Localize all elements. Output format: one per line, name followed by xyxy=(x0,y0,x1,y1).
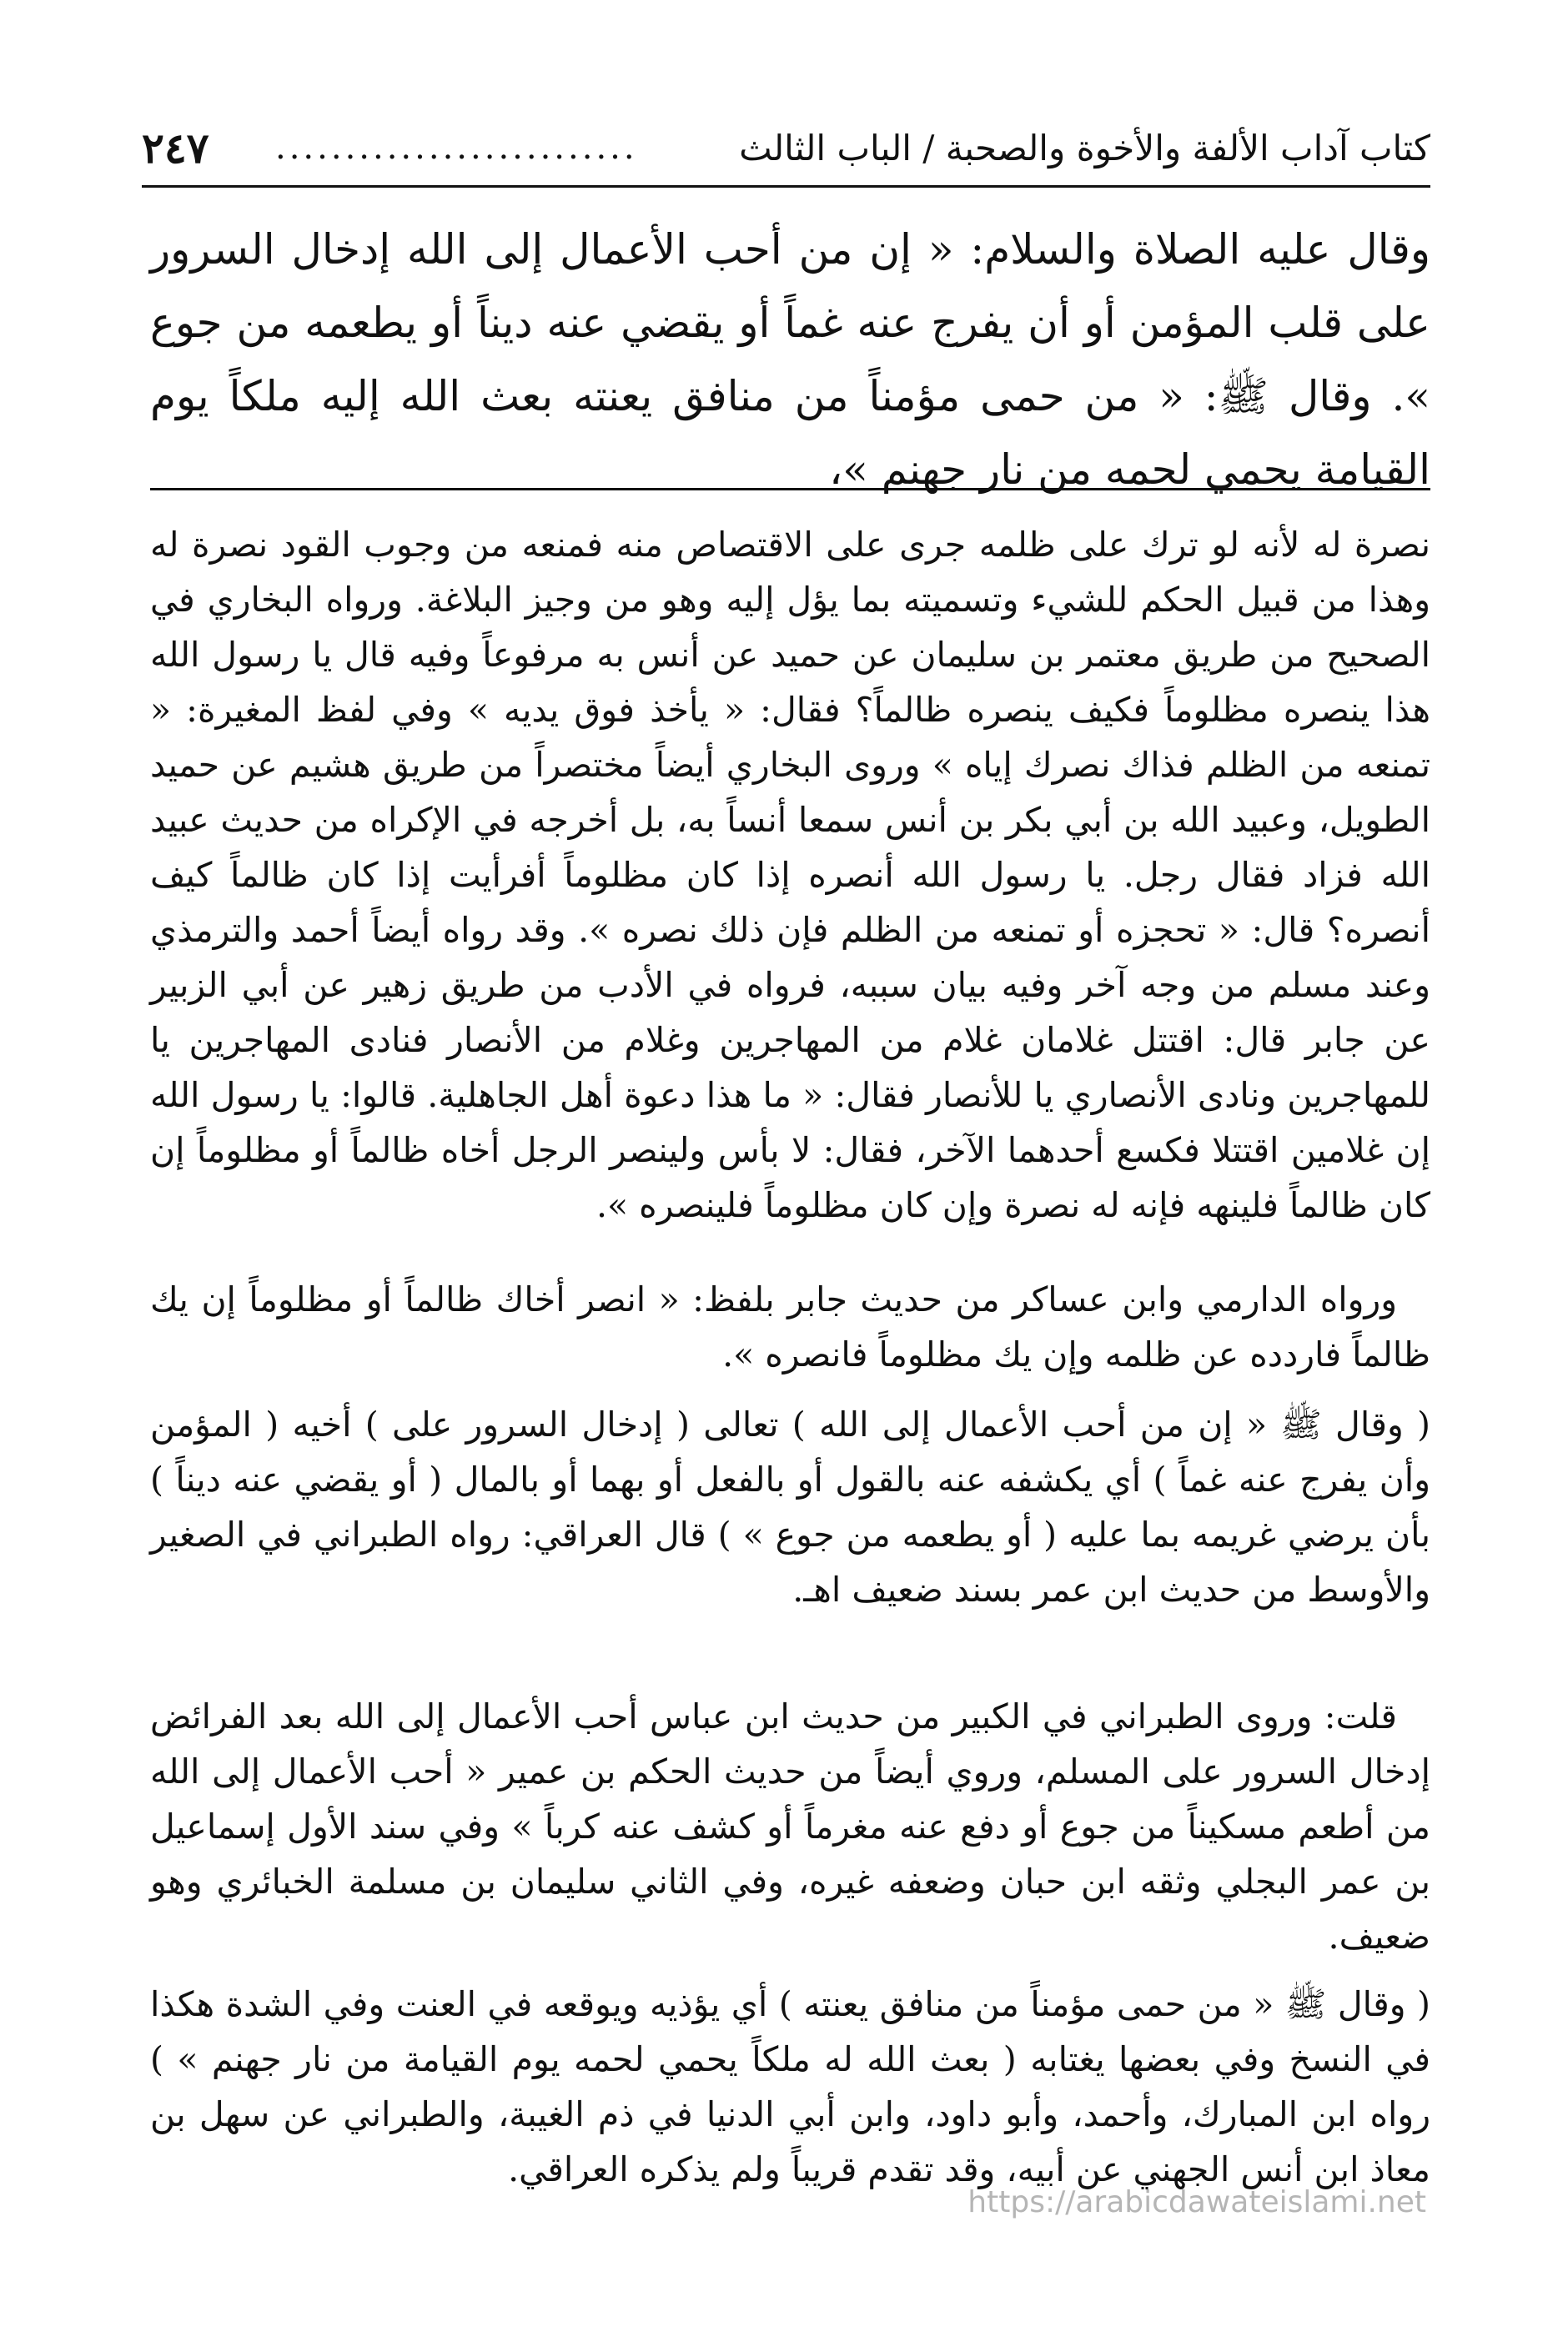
main-text: وقال عليه الصلاة والسلام: « إن من أحب الأعمال إلى الله إدخال السرور على قلب المؤمن أو أن يفرج عنه غماً أو يقضي عنه ديناً أو يطعمه من جوع ». وقال ﷺ: « من حمى مؤمناً من منافق يعنته بعث الله إليه ملكاً يوم القيامة يحمي لحمه من نار جهنم »، xyxy=(150,225,1430,494)
header-leader-dots: .......................... xyxy=(275,128,638,167)
commentary-paragraph-1 xyxy=(150,517,1430,1233)
commentary-paragraph-5 xyxy=(150,1977,1430,2197)
commentary-paragraph-4 xyxy=(150,1689,1430,1964)
running-header xyxy=(142,110,1430,188)
commentary-text: ( وقال ﷺ « إن من أحب الأعمال إلى الله ) تعالى ( إدخال السرور على ) أخيه ( المؤمن وأن يفرج عنه غماً ) أي يكشفه عنه بالقول أو بالفعل أو بهما أو بالمال ( أو يقضي عنه ديناً ) بأن يرضي غريمه بما عليه ( أو يطعمه من جوع » ) قال العراقي: رواه الطبراني في الصغير والأوسط من حديث ابن عمر بسند ضعيف اهـ. xyxy=(150,1405,1430,1610)
chapter-title: كتاب آداب الألفة والأخوة والصحبة / الباب الثالث xyxy=(739,127,1430,168)
watermark-url: https://arabicdawateislami.net xyxy=(967,2185,1426,2219)
commentary-paragraph-3 xyxy=(150,1397,1430,1617)
commentary-text: قلت: وروى الطبراني في الكبير من حديث ابن عباس أحب الأعمال إلى الله بعد الفرائض إدخال السرور على المسلم، وروي أيضاً من حديث الحكم بن عمير « أحب الأعمال إلى الله من أطعم مسكيناً من جوع أو دفع عنه مغرماً أو كشف عنه كرباً » وفي سند الأول إسماعيل بن عمر البجلي وثقه ابن حبان وضعفه غيره، وفي الثاني سليمان بن مسلمة الخبائري وهو ضعيف. xyxy=(150,1696,1430,1957)
page-number: ٢٤٧ xyxy=(142,123,209,173)
commentary-text: ورواه الدارمي وابن عساكر من حديث جابر بلفظ: « انصر أخاك ظالماً أو مظلوماً إن يك ظالماً فاردده عن ظلمه وإن يك مظلوماً فانصره ». xyxy=(150,1279,1430,1375)
commentary-text: ( وقال ﷺ « من حمى مؤمناً من منافق يعنته ) أي يؤذيه ويوقعه في العنت وفي الشدة هكذا في النسخ وفي بعضها يغتابه ( بعث الله له ملكاً يحمي لحمه يوم القيامة من نار جهنم » ) رواه ابن المبارك، وأحمد، وأبو داود، وابن أبي الدنيا في ذم الغيبة، والطبراني عن سهل بن معاذ ابن أنس الجهني عن أبيه، وقد تقدم قريباً ولم يذكره العراقي. xyxy=(150,1984,1430,2189)
commentary-paragraph-2 xyxy=(150,1272,1430,1382)
separator-rule xyxy=(150,488,1430,490)
commentary-text: نصرة له لأنه لو ترك على ظلمه جرى على الاقتصاص منه فمنعه من وجوب القود نصرة له وهذا من قبيل الحكم للشيء وتسميته بما يؤل إليه وهو من وجيز البلاغة. ورواه البخاري في الصحيح من طريق معتمر بن سليمان عن حميد عن أنس به مرفوعاً وفيه قال يا رسول الله هذا ينصره مظلوماً فكيف ينصره ظالماً؟ فقال: « يأخذ فوق يديه » وفي لفظ المغيرة: « تمنعه من الظلم فذاك نصرك إياه » وروى البخاري أيضاً مختصراً من طريق هشيم عن حميد الطويل، وعبيد الله بن أبي بكر بن أنس سمعا أنساً به، بل أخرجه في الإكراه من حديث عبيد الله فزاد فقال رجل. يا رسول الله أنصره إذا كان مظلوماً أفرأيت إذا كان ظالماً كيف أنصره؟ قال: « تحجزه أو تمنعه من الظلم فإن ذلك نصره ». وقد رواه أيضاً أحمد والترمذي وعند مسلم من وجه آخر وفيه بيان سببه، فرواه في الأدب من طريق زهير عن أبي الزبير عن جابر قال: اقتتل غلامان غلام من المهاجرين وغلام من الأنصار فنادى المهاجرين يا للمهاجرين ونادى الأنصاري يا للأنصار فقال: « ما هذا دعوة أهل الجاهلية. قالوا: يا رسول الله إن غلامين اقتتلا فكسع أحدهما الآخر، فقال: لا بأس ولينصر الرجل أخاه ظالماً أو مظلوماً إن كان ظالماً فلينهه فإنه له نصرة وإن كان مظلوماً فلينصره ». xyxy=(150,525,1430,1225)
